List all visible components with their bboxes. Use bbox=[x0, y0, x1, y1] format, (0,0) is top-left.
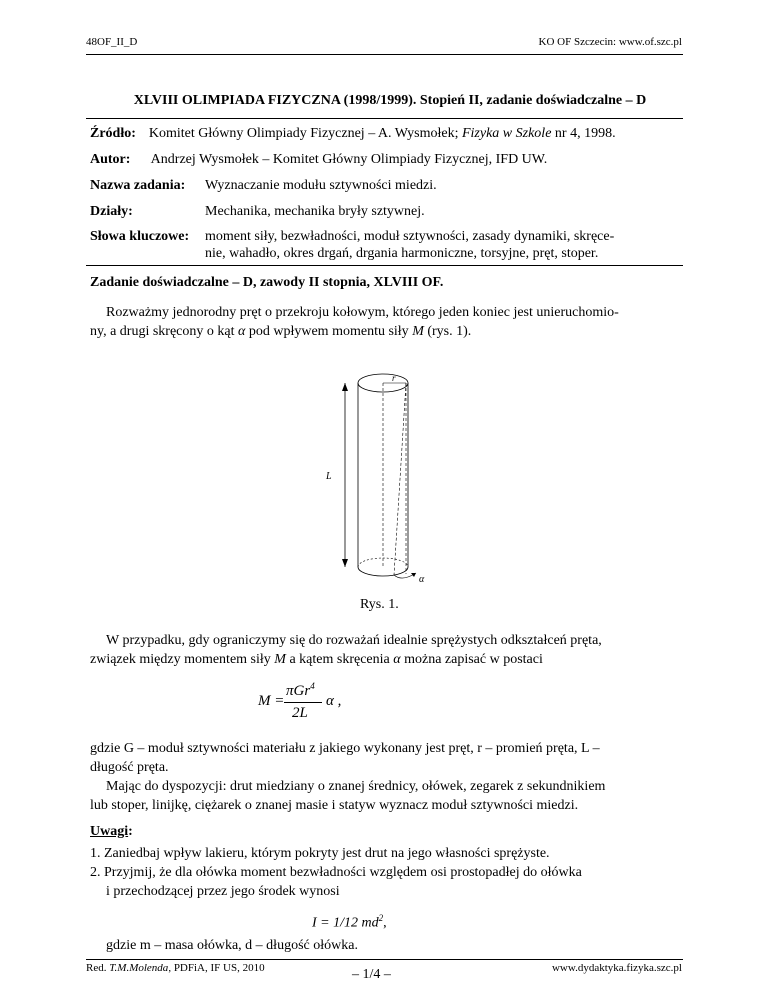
label-L: L bbox=[326, 471, 332, 482]
alpha-symbol: α bbox=[238, 324, 246, 339]
formula-rhs: α , bbox=[326, 693, 342, 709]
header-rule bbox=[86, 54, 683, 55]
length-arrow-bottom bbox=[342, 559, 348, 567]
task-label: Nazwa zadania: bbox=[90, 178, 186, 193]
formula-intro-b: a kątem skręcenia bbox=[285, 652, 394, 667]
page-number: – 1/4 – bbox=[352, 967, 391, 982]
intro-line1: Rozważmy jednorodny pręt o przekroju kołowym, którego jeden koniec jest unieruchomio- bbox=[106, 305, 619, 320]
inertia-formula-text: I = 1/12 md bbox=[312, 915, 379, 931]
cylinder-figure bbox=[320, 370, 470, 590]
source-text: Komitet Główny Olimpiady Fizycznej – A. Wysmołek; bbox=[148, 126, 462, 141]
intro-text-b: pod wpływem momentu siły bbox=[245, 324, 413, 339]
source-issue: nr 4, 1998. bbox=[551, 126, 616, 141]
length-arrow-top bbox=[342, 383, 348, 391]
inertia-tail: , bbox=[383, 915, 387, 931]
source-journal: Fizyka w Szkole bbox=[461, 126, 552, 141]
source-row bbox=[90, 126, 616, 142]
note-2-line1: 2. Przyjmij, że dla ołówka moment bezwładności względem osi prostopadłej do ołówka bbox=[90, 865, 582, 880]
inertia-formula bbox=[312, 909, 387, 933]
inertia-exponent: 2 bbox=[378, 913, 384, 923]
formula-intro-c: można zapisać w postaci bbox=[400, 652, 543, 667]
task-text: Wyznaczanie modułu sztywności miedzi. bbox=[205, 178, 437, 193]
where-line3: Mając do dyspozycji: drut miedziany o znanej średnicy, ołówek, zegarek z sekundnikiem bbox=[106, 779, 606, 794]
author-label: Autor: bbox=[90, 152, 131, 167]
author-text: Andrzej Wysmołek – Komitet Główny Olimpiady Fizycznej, IFD UW. bbox=[150, 152, 548, 167]
intro-text-a: ny, a drugi skręcony o kąt bbox=[90, 324, 238, 339]
title-rule bbox=[86, 118, 683, 119]
footer-rule bbox=[86, 959, 683, 960]
formula-intro-line2 bbox=[90, 650, 543, 669]
note-2-where: gdzie m – masa ołówka, d – długość ołówka. bbox=[106, 938, 358, 953]
angle-arrowhead bbox=[411, 573, 416, 577]
page-title: XLVIII OLIMPIADA FIZYCZNA (1998/1999). Stopień II, zadanie doświadczalne – D bbox=[133, 93, 647, 108]
notes-colon: : bbox=[128, 824, 133, 839]
branches-text: Mechanika, mechanika bryły sztywnej. bbox=[205, 204, 425, 219]
formula-lhs: M = bbox=[258, 693, 285, 709]
source-label: Źródło: bbox=[90, 126, 136, 141]
figure-caption: Rys. 1. bbox=[360, 597, 399, 612]
alpha-symbol-2: α bbox=[393, 652, 401, 667]
header-left: 48OF_II_D bbox=[86, 36, 138, 48]
meta-rule bbox=[86, 265, 683, 266]
numerator-exponent: 4 bbox=[310, 681, 315, 691]
notes-title-text: Uwagi bbox=[90, 824, 129, 839]
keywords-line1: moment siły, bezwładności, moduł sztywności, zasady dynamiki, skręce- bbox=[205, 229, 615, 244]
numerator-text: πGr bbox=[286, 683, 311, 699]
intro-line2 bbox=[90, 322, 471, 341]
where-line1: gdzie G – moduł sztywności materiału z jakiego wykonany jest pręt, r – promień pręta, L – bbox=[90, 741, 600, 756]
where-line2: długość pręta. bbox=[90, 760, 169, 775]
branches-label: Działy: bbox=[90, 204, 133, 219]
cylinder-bottom-front bbox=[358, 567, 408, 576]
note-2-line2: i przechodzącej przez jego środek wynosi bbox=[106, 884, 340, 899]
note-1: 1. Zaniedbaj wpływ lakieru, którym pokryty jest drut na jego własności sprężyste. bbox=[90, 846, 550, 861]
label-alpha: α bbox=[419, 574, 425, 585]
footer-left bbox=[86, 962, 265, 974]
footer-suffix: , PDFiA, IF US, 2010 bbox=[168, 962, 265, 974]
notes-title bbox=[90, 824, 133, 840]
header-right: KO OF Szczecin: www.of.szc.pl bbox=[538, 36, 682, 48]
label-r: r bbox=[392, 373, 396, 383]
keywords-label: Słowa kluczowe: bbox=[90, 229, 190, 244]
footer-right: www.dydaktyka.fizyka.szc.pl bbox=[551, 962, 682, 974]
author-row bbox=[90, 152, 547, 168]
intro-text-c: (rys. 1). bbox=[423, 324, 472, 339]
footer-prefix: Red. bbox=[86, 962, 110, 974]
keywords-line2: nie, wahadło, okres drgań, drgania harmoniczne, torsyjne, pręt, stoper. bbox=[205, 246, 599, 261]
formula-intro-line1: W przypadku, gdy ograniczymy się do rozważań idealnie sprężystych odkształceń pręta, bbox=[106, 633, 602, 648]
moment-symbol-2: M bbox=[274, 652, 286, 667]
twisted-line bbox=[394, 383, 406, 575]
moment-symbol: M bbox=[412, 324, 424, 339]
formula-denominator: 2L bbox=[292, 705, 308, 721]
where-line4: lub stoper, linijkę, ciężarek o znanej masie i statyw wyznacz moduł sztywności miedzi. bbox=[90, 798, 579, 813]
section-title: Zadanie doświadczalne – D, zawody II stopnia, XLVIII OF. bbox=[90, 275, 444, 290]
formula-intro-a: związek między momentem siły bbox=[90, 652, 275, 667]
fraction-bar bbox=[284, 702, 322, 703]
footer-editor: T.M.Molenda bbox=[109, 962, 169, 974]
torsion-formula bbox=[258, 681, 458, 731]
formula-numerator bbox=[286, 681, 315, 700]
